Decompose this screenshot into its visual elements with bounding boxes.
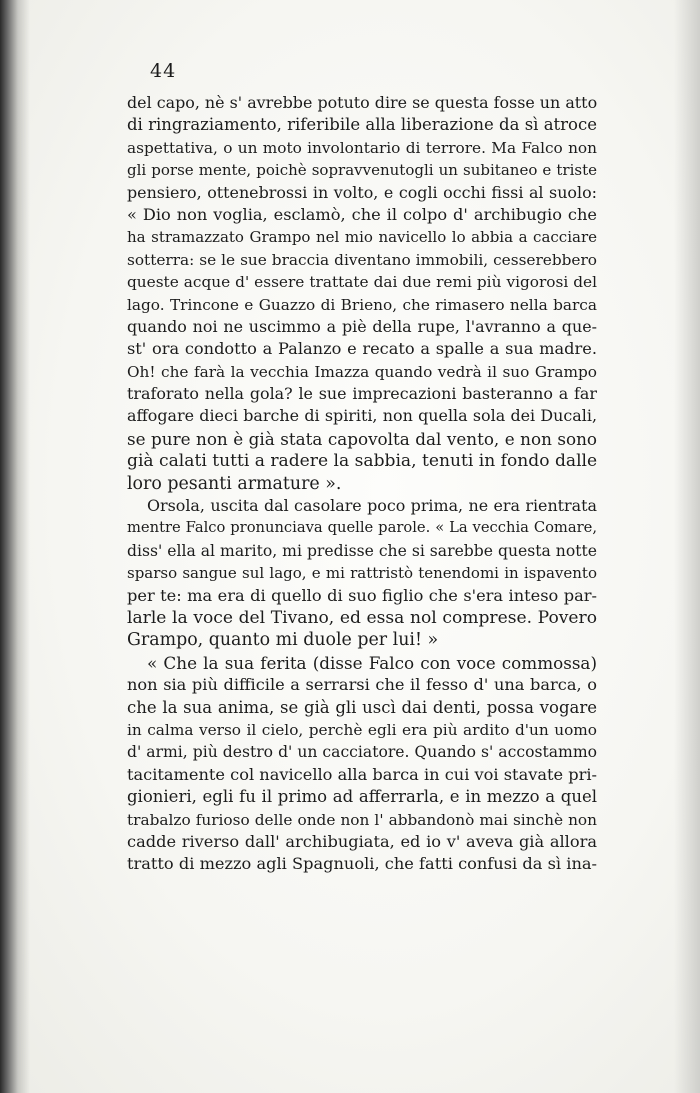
- text-line: traforato nella gola? le sue imprecazioni basteranno a far: [127, 384, 597, 404]
- text-line: « Che la sua ferita (disse Falco con voce commossa): [147, 652, 597, 673]
- binding-shadow: [0, 0, 30, 1093]
- body-text: [127, 92, 597, 876]
- text-line: ha stramazzato Grampo nel mio navicello lo abbia a cacciare: [127, 228, 597, 247]
- text-line: diss' ella al marito, mi predisse che si sarebbe questa notte: [127, 541, 597, 560]
- text-line: se pure non è già stata capovolta dal vento, e non sono: [127, 428, 597, 449]
- text-line: che la sua anima, se già gli uscì dai denti, possa vogare: [127, 697, 597, 717]
- text-line: loro pesanti armature ».: [127, 473, 342, 494]
- text-line: tacitamente col navicello alla barca in cui voi stavate pri-: [127, 764, 597, 784]
- text-line: aspettativa, o un moto involontario di terrore. Ma Falco non: [127, 138, 597, 157]
- text-line: trabalzo furioso delle onde non l' abbandonò mai sinchè non: [127, 810, 597, 829]
- text-line: tratto di mezzo agli Spagnuoli, che fatti confusi da sì ina-: [127, 854, 597, 874]
- text-line: larle la voce del Tivano, ed essa nol comprese. Povero: [127, 607, 597, 628]
- text-line: sparso sangue sul lago, e mi rattristò tenendomi in ispavento: [127, 564, 597, 583]
- text-line: mentre Falco pronunciava quelle parole. « La vecchia Comare,: [127, 519, 597, 537]
- text-line: di ringraziamento, riferibile alla liberazione da sì atroce: [127, 115, 597, 135]
- text-line: queste acque d' essere trattate dai due remi più vigorosi del: [127, 273, 597, 292]
- text-line: gli porse mente, poichè sopravvenutogli un subitaneo e triste: [127, 161, 597, 180]
- text-line: non sia più difficile a serrarsi che il fesso d' una barca, o: [127, 675, 597, 695]
- text-line: gionieri, egli fu il primo ad afferrarla, e in mezzo a quel: [127, 787, 597, 807]
- text-line: d' armi, più destro d' un cacciatore. Quando s' accostammo: [127, 743, 597, 762]
- page-edge-shade: [674, 0, 700, 1093]
- text-line: affogare dieci barche di spiriti, non quella sola dei Ducali,: [127, 406, 597, 426]
- text-line: cadde riverso dall' archibugiata, ed io v' aveva già allora: [127, 831, 597, 851]
- page-number: 44: [150, 60, 177, 82]
- text-line: Orsola, uscita dal casolare poco prima, ne era rientrata: [147, 496, 597, 516]
- text-line: Grampo, quanto mi duole per lui! »: [127, 630, 439, 651]
- text-line: st' ora condotto a Palanzo e recato a spalle a sua madre.: [127, 339, 597, 359]
- text-line: quando noi ne uscimmo a piè della rupe, l'avranno a que-: [127, 316, 597, 336]
- text-line: per te: ma era di quello di suo figlio che s'era inteso par-: [127, 585, 597, 605]
- text-line: sotterra: se le sue braccia diventano immobili, cesserebbero: [127, 250, 597, 269]
- text-line: lago. Trincone e Guazzo di Brieno, che rimasero nella barca: [127, 295, 597, 314]
- text-line: già calati tutti a radere la sabbia, tenuti in fondo dalle: [127, 451, 598, 472]
- text-line: in calma verso il cielo, perchè egli era più ardito d'un uomo: [127, 720, 597, 739]
- text-line: pensiero, ottenebrossi in volto, e cogli occhi fissi al suolo:: [127, 182, 597, 202]
- text-line: Oh! che farà la vecchia Imazza quando vedrà il suo Grampo: [127, 362, 597, 381]
- text-line: del capo, nè s' avrebbe potuto dire se questa fosse un atto: [127, 93, 598, 112]
- text-line: « Dio non voglia, esclamò, che il colpo d' archibugio che: [127, 204, 597, 224]
